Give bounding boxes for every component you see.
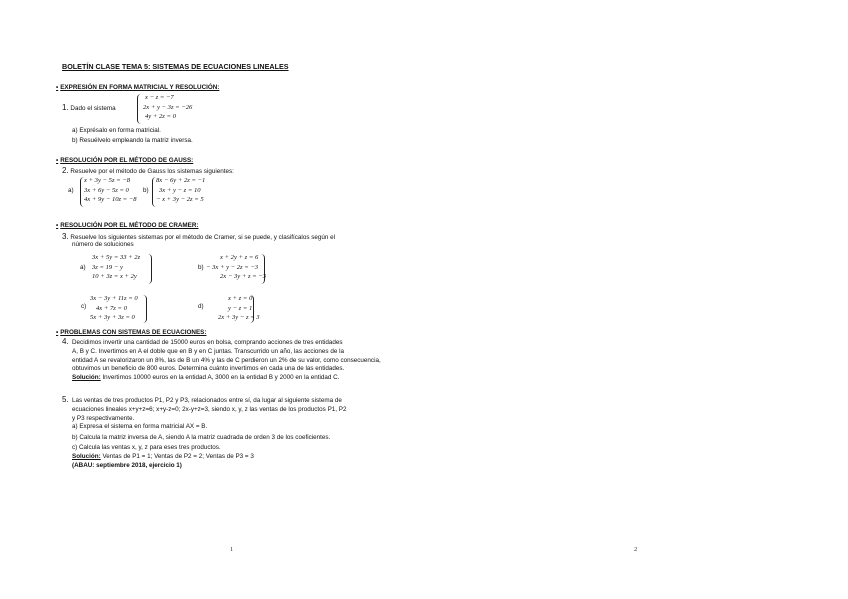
exercise-4-number: 4. — [62, 337, 69, 346]
exercise-3-b-label: b) — [198, 264, 204, 271]
equation: x + 2y + z = 6 — [220, 254, 259, 261]
equation: 3z = 19 − y — [92, 263, 123, 271]
bullet: • — [56, 329, 59, 336]
bullet: • — [56, 84, 59, 91]
exercise-3-a-label: a) — [80, 264, 86, 271]
equation: 2x + 3y − z = 3 — [218, 314, 260, 321]
exercise-3-a-system — [92, 253, 140, 282]
exercise-1-a: a) Exprésalo en forma matricial. — [72, 127, 161, 134]
equation: 2x + y − 3z = −26 — [143, 103, 193, 111]
brace — [249, 295, 254, 323]
text-line: Las ventas de tres productos P1, P2 y P3, relacionados entre sí, da lugar al siguiente sistema de — [72, 397, 342, 404]
equation: y − z = 1 — [228, 304, 253, 312]
text-line: y P3 respectivamente. — [72, 414, 135, 422]
exercise-2-a-label: a) — [68, 187, 74, 194]
exercise-1-b: b) Resuélvelo empleando la matriz inversa. — [72, 137, 193, 144]
text-line: Decidimos invertir una cantidad de 15000 euros en bolsa, comprando acciones de tres entidades — [72, 339, 343, 346]
equation: 2x − 3y + z = −3 — [220, 273, 266, 280]
exercise-1-intro: 1. Dado el sistema — [62, 103, 116, 112]
exercise-4-text — [72, 339, 392, 383]
exercise-5-a: a) Expresa el sistema en forma matricial AX = B. — [72, 423, 208, 431]
brace — [137, 94, 142, 124]
equation: 4y + 2z = 0 — [145, 113, 176, 120]
exercise-3-d-label: d) — [198, 303, 204, 310]
exercise-2-intro: 2. Resuelve por el método de Gauss los sistemas siguientes: — [62, 166, 234, 175]
equation: − 3x + y − 2z = −3 — [206, 263, 259, 271]
exercise-3-intro-2: número de soluciones — [72, 241, 134, 248]
equation: 10 + 3z = x + 2y — [92, 273, 137, 280]
exercise-5-b: b) Calcula la matriz inversa de A, siendo A la matriz cuadrada de orden 3 de los coeficientes. — [72, 433, 331, 441]
brace — [147, 254, 152, 284]
text-line: obtuvimos un beneficio de 800 euros. Determina cuánto invertimos en cada una de las entidades. — [72, 365, 345, 373]
text-line: entidad A se revalorizaron un 8%, las de B un 4% y las de C perdieron un 2% de su valor, como consecuencia, — [72, 356, 381, 364]
section-heading-problems: • PROBLEMAS CON SISTEMAS DE ECUACIONES: — [56, 329, 207, 336]
brace — [260, 254, 265, 284]
bullet: • — [56, 222, 59, 229]
exercise-3-b-system — [206, 253, 266, 282]
equation: 4x + 9y − 10z = −8 — [84, 196, 137, 203]
equation: 3x + 5y = 33 + 2z — [92, 254, 141, 261]
exercise-3-intro: 3. Resuelve los siguientes sistemas por el método de Cramer, si se puede, y clasifícalos según el — [62, 232, 336, 241]
equation: x − z = −7 — [145, 94, 174, 101]
exercise-3-c-label: c) — [81, 303, 87, 310]
equation: x + 3y − 5z = −8 — [84, 177, 130, 184]
equation: 4x + 7z = 0 — [96, 304, 127, 312]
exercise-1-system — [143, 93, 192, 122]
section-heading-matrix: • EXPRESIÓN EN FORMA MATRICIAL Y RESOLUCIÓN: — [56, 84, 220, 91]
bullet: • — [56, 157, 59, 164]
equation: 3x − 3y + 11z = 0 — [90, 295, 138, 302]
page-number-1: 1 — [230, 546, 234, 553]
text-line: ecuaciones lineales x+y+z=6; x+y-z=0; 2x-y+z=3, siendo x, y, z las ventas de los productos P1, P2 — [72, 405, 347, 413]
equation: 3x + y − z = 10 — [159, 186, 201, 194]
section-heading-cramer: • RESOLUCIÓN POR EL MÉTODO DE CRAMER: — [56, 222, 199, 229]
brace — [142, 295, 147, 323]
exercise-2-a-system — [84, 176, 137, 205]
text-line: A, B y C. Invertimos en A el doble que en B y en C juntas. Transcurrido un año, las acciones de la — [72, 347, 344, 355]
exercise-5-c: c) Calcula las ventas x, y, z para eses tres productos. — [72, 443, 221, 451]
page-title: BOLETÍN CLASE TEMA 5: SISTEMAS DE ECUACIONES LINEALES — [62, 62, 289, 71]
equation: − x + 3y − 2z = 5 — [156, 196, 204, 203]
equation: x + z = 0 — [228, 295, 253, 302]
equation: 5x + 3y + 3z = 0 — [90, 314, 135, 321]
exercise-5-text — [72, 397, 392, 470]
exercise-5-solution: Solución: Ventas de P1 = 1; Ventas de P2 = 2; Ventas de P3 = 3 — [72, 452, 254, 460]
page-number-2: 2 — [634, 546, 638, 553]
exercise-2-b-label: b) — [143, 187, 149, 194]
exercise-4-solution: Solución: Invertimos 10000 euros en la entidad A, 3000 en la entidad B y 2000 en la entidad C. — [72, 374, 340, 382]
section-heading-gauss: • RESOLUCIÓN POR EL MÉTODO DE GAUSS: — [56, 157, 194, 164]
exercise-5-source: (ABAU: septiembre 2018, ejercicio 1) — [72, 461, 182, 469]
exercise-3-c-system — [90, 294, 138, 323]
equation: 8x − 6y + 2z = −1 — [156, 177, 206, 184]
equation: 3x + 6y − 5z = 0 — [84, 186, 129, 194]
exercise-2-b-system — [156, 176, 205, 205]
exercise-5-number: 5. — [62, 395, 69, 404]
